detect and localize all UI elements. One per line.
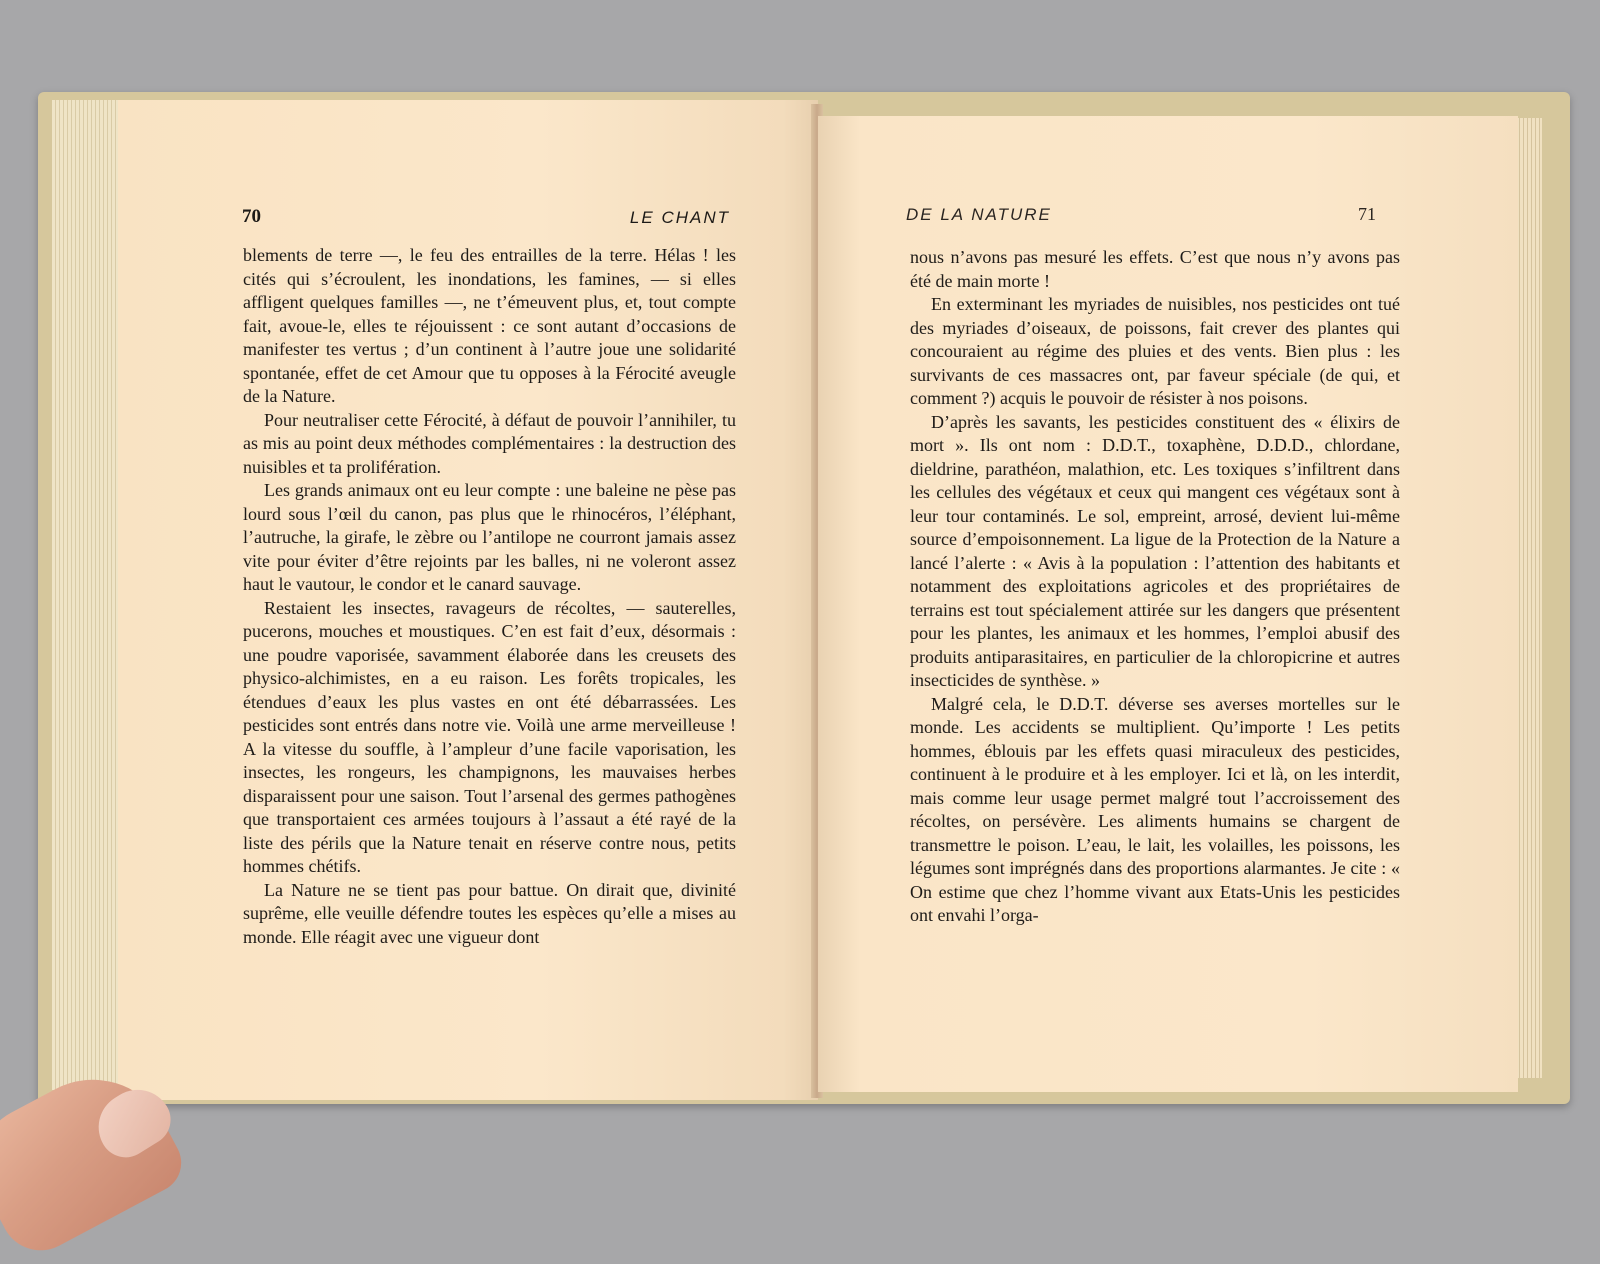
- paragraph: Restaient les insectes, ravageurs de récoltes, — sauterelles, pucerons, mouches et moustiques. C’en est fait d’eux, désormais : une poudre vaporisée, savamment élaborée dans les creusets des physico-alchimistes, en a eu raison. Les forêts tropicales, les étendues d’eaux les plus vastes en ont été débarrassées. Les pesticides sont entrés dans notre vie. Voilà une arme merveilleuse ! A la vitesse du souffle, à l’ampleur d’une facile vaporisation, les insectes, les rongeurs, les champignons, les mauvaises herbes disparaissent pour une saison. Tout l’arsenal des germes pathogènes que transportaient ces armées toujours à l’assaut a été rayé de la liste des périls que la Nature tenait en réserve contre nous, petits hommes chétifs.: [243, 597, 736, 876]
- page-edges-left: [52, 100, 122, 1090]
- right-page-text: [910, 246, 1400, 928]
- paragraph: Malgré cela, le D.D.T. déverse ses averses mortelles sur le monde. Les accidents se multiplient. Qu’importe ! Les petits hommes, éblouis par les effets quasi miraculeux des pesticides, continuent à le produire et à les employer. Ici et là, on les interdit, mais comme leur usage permet malgré tout l’accroissement des récoltes, on persévère. Les aliments humains se chargent de transmettre le poison. L’eau, le lait, les volailles, les poissons, les légumes sont imprégnés dans des proportions alarmantes. Je cite : « On estime que chez l’homme vivant aux Etats-Unis les pesticides ont envahi l’orga-: [910, 693, 1400, 925]
- left-page-text: [243, 244, 736, 949]
- paragraph: En exterminant les myriades de nuisibles, nos pesticides ont tué des myriades d’oiseaux, de poissons, fait crever des plantes qui concouraient au régime des pluies et des vents. Bien plus : les survivants de ces massacres ont, par faveur spéciale (de qui, et comment ?) acquis le pouvoir de résister à nos poisons.: [910, 294, 1400, 408]
- paragraph: D’après les savants, les pesticides constituent des « élixirs de mort ». Ils ont nom : D.D.T., toxaphène, D.D.D., chlordane, dieldrine, parathéon, malathion, etc. Les toxiques s’infiltrent dans les cellules des végétaux et ceux qui mangent ces végétaux sont à leur tour contaminés. Le sol, empreint, arrosé, devient lui-même source d’empoisonnement. La ligue de la Protection de la Nature a lancé l’alerte : « Avis à la population : l’attention des habitants et notamment des exploitations agricoles et des propriétaires de terrains est tout spécialement attirée sur les dangers que présentent pour les plantes, les animaux et les hommes, l’emploi abusif des produits antiparasitaires, en particulier de la chloropicrine et autres insecticides de synthèse. »: [910, 411, 1400, 690]
- paragraph: Pour neutraliser cette Férocité, à défaut de pouvoir l’annihiler, tu as mis au point deux méthodes complémentaires : la destruction des nuisibles et ta prolifération.: [243, 409, 736, 477]
- paragraph: La Nature ne se tient pas pour battue. On dirait que, divinité suprême, elle veuille défendre toutes les espèces qu’elle a mises au monde. Elle réagit avec une vigueur dont: [243, 879, 736, 947]
- paragraph: blements de terre —, le feu des entrailles de la terre. Hélas ! les cités qui s’écroulent, les inondations, les famines, — si elles affligent quelques familles —, ne t’émeuvent plus, et, tout compte fait, avoue-le, elles te réjouissent : ce sont autant d’occasions de manifester tes vertus ; d’un continent à l’autre joue une solidarité spontanée, effet de cet Amour que tu opposes à la Férocité aveugle de la Nature.: [243, 245, 736, 406]
- running-head-right: DE LA NATURE: [906, 205, 1052, 224]
- right-page: [818, 116, 1518, 1092]
- left-page: [118, 100, 818, 1100]
- running-head-left: LE CHANT: [629, 208, 730, 227]
- paragraph: nous n’avons pas mesuré les effets. C’est que nous n’y avons pas été de main morte !: [910, 247, 1400, 291]
- page-number-right: 71: [1358, 204, 1376, 224]
- paragraph: Les grands animaux ont eu leur compte : une baleine ne pèse pas lourd sous l’œil du canon, pas plus que le rhinocéros, l’éléphant, l’autruche, la girafe, le zèbre ou l’antilope ne courront jamais assez vite pour éviter d’être rejoints par les balles, ni ne voleront assez haut le vautour, le condor et le canard sauvage.: [243, 480, 736, 594]
- page-number-left: 70: [242, 206, 261, 227]
